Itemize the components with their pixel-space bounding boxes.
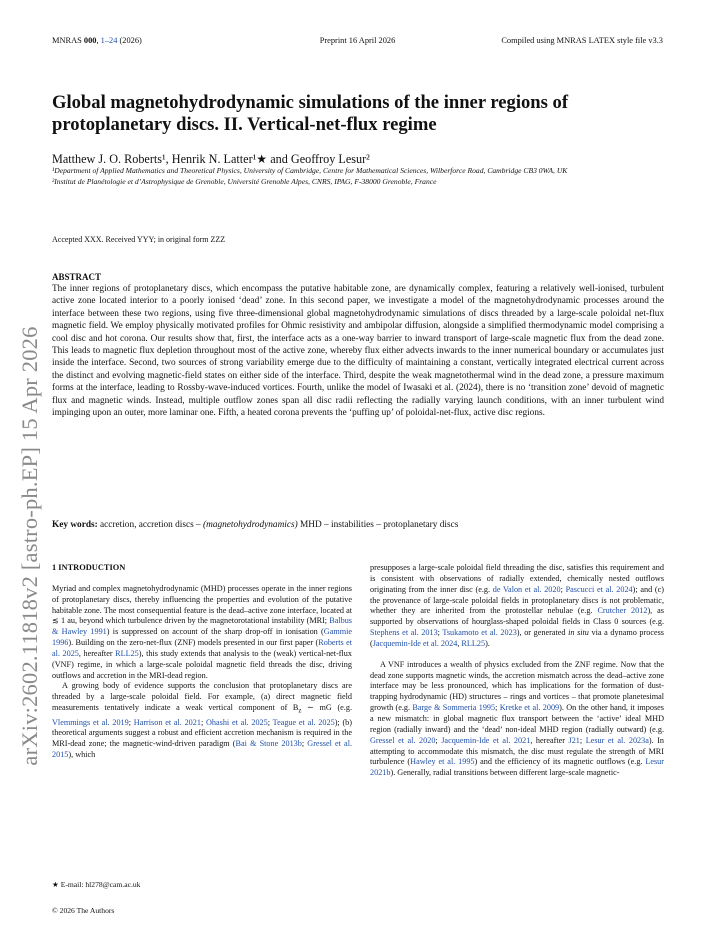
text: ) and the efficiency of its magnetic outflows (e.g. (474, 757, 646, 767)
text: ), this study extends that analysis to the (weak) vertical-net-flux (VNF) regime, in which a large-scale poloidal magnetic field threads the disc, driving outflows and accretion in the MRI-dead region. (52, 648, 352, 680)
abstract-text: The inner regions of protoplanetary discs, which encompass the putative habitable zone, are dynamically complex, featuring a relatively well-ionised, turbulent active zone located interior to a poorly ionised ‘dead’ zone. In this second paper, we investigate a model of the magnetohydrodynamic processes around the interface between these two regions, using five three-dimensional global magnetohydrodynamic simulations of discs threaded by a large-scale poloidal net-flux magnetic field. We employ physically motivated profiles for Ohmic resistivity and ambipolar diffusion, alongside a simplified thermodynamic model comprising a cool disc and hot corona. Our results show that, first, the interface acts as a one-way barrier to inward transport of large-scale magnetic flux from the dead zone. This leads to magnetic flux depletion throughout most of the active zone, whereby flux either advects inwards to the inner numerical boundary or accumulates just inside the interface. Second, two sources of strong variability emerge due to the difficulty of maintaining a constant, vertically integrated electrical current across the distinct and evolving magnetic-field states on either side of the interface. Third, despite the weak magnetothermal wind in the dead zone, a pressure maximum forms at the interface, leading to Rossby-wave-induced vortices. Fourth, unlike the model of Iwasaki et al. (2024), there is no ‘transition zone’ devoid of magnetic flux and magnetic winds. Instead, multiple outflow zones span all disc radii reflecting the radially varying launch conditions, with an inner turbulent wind impinging upon an outer, more laminar one. Fifth, a heated corona prevents the ‘puffing up’ of poloidal-net-flux, active disc regions. (52, 284, 664, 419)
citation-link[interactable]: Roberts et al. 2025 (52, 638, 352, 658)
citation-link[interactable]: Balbus & Hawley 1991 (52, 616, 352, 637)
citation-link[interactable]: Jacquemin-Ide et al. 2021 (441, 735, 531, 745)
citation-link[interactable]: Jacquemin-Ide et al. 2024 (372, 638, 458, 648)
text: ) is suppressed on account of the sharp drop-off in ionisation ( (106, 627, 324, 637)
citation-link[interactable]: Harrison et al. 2021 (133, 717, 201, 727)
text: ), or generated (516, 628, 569, 638)
text: ), which (68, 750, 96, 760)
copyright: © 2026 The Authors (52, 906, 115, 915)
affiliation-1: ¹Department of Applied Mathematics and Theoretical Physics, University of Cambridge, Centre for Mathematical Sciences, Wilberforce Road, Cambridge CB3 0WA, UK (52, 166, 568, 175)
text: ). Building on the zero-net-flux (ZNF) models presented in our first paper ( (68, 638, 319, 648)
citation-link[interactable]: Lesur et al. 2023a (585, 735, 649, 745)
citation-link[interactable]: Gressel et al. 2015 (52, 739, 353, 760)
compiled-note: Compiled using MNRAS LATEX style file v3.3 (501, 36, 663, 45)
citation-link[interactable]: Gressel et al. 2020 (370, 735, 436, 745)
citation-link[interactable]: Teague et al. 2025 (272, 717, 335, 727)
keywords-label: Key words: (52, 520, 98, 530)
citation-link[interactable]: Stephens et al. 2013 (370, 628, 438, 638)
text: ). In attempting to accommodate this mismatch, the disc must regulate the strength of MRI turbulence ( (370, 735, 665, 767)
arxiv-id: arXiv:2602.11818v2 [astro-ph.EP] 15 Apr 2026 (17, 326, 42, 766)
citation-link[interactable]: Hawley et al. 1995 (410, 757, 475, 767)
text: A growing body of evidence supports the conclusion that protoplanetary discs are threaded by a large-scale poloidal field. For example, (a) direct magnetic field measurements tentatively indicate a weak vertical component of B (52, 681, 352, 713)
text: ); and (c) the provenance of large-scale poloidal fields in protoplanetary discs is not problematic, whether they are inherited from the protostellar nebulae (e.g. (370, 584, 664, 616)
pages-link[interactable]: 1–24 (100, 36, 118, 45)
column-right (370, 563, 664, 779)
paragraph: A growing body of evidence supports the conclusion that protoplanetary discs are threaded by a large-scale poloidal field. For example, (a) direct magnetic field measurements tentatively indicate a weak vertical component of $B_z$ ∼ mG (e.g. Vlemmings et al. 2019; Harrison et al. 2021; Ohashi et al. 2025; Teague et al. 2025); (b) theoretical arguments suggest a robust and efficient accretion mechanism is required in the MRI-dead zone; the magnetic-wind-driven paradigm (Bai & Stone 2013b; Gressel et al. 2015), which (52, 681, 353, 760)
running-header (52, 36, 663, 48)
text: , hereafter (78, 648, 116, 658)
footnote-email: ★ E-mail: hl278@cam.ac.uk (52, 880, 141, 889)
keywords (52, 520, 664, 530)
citation-link[interactable]: Bai & Stone 2013b (235, 739, 302, 749)
citation-link[interactable]: de Valon et al. 2020 (492, 584, 561, 594)
text: ); (b) theoretical arguments suggest a robust and efficient accretion mechanism is required in the MRI-dead zone; the magnetic-wind-driven paradigm ( (52, 717, 352, 749)
text: presupposes a large-scale poloidal field threading the disc, satisfies this requirement and is consistent with observations of radially extended, chemically nested outflows originating from the inner disc (e.g. (370, 563, 664, 594)
text: ). Generally, radial transitions between different large-scale magnetic- (390, 768, 620, 778)
citation-link[interactable]: RLL25 (115, 648, 139, 658)
journal-name: MNRAS (52, 36, 84, 45)
paragraph: A VNF introduces a wealth of physics excluded from the ZNF regime. Now that the dead zone supports magnetic winds, the accretion mismatch across the dead–active zone interface may be less pronounced, which has implications for the formation of dust-trapping hydrodynamic (HD) structures – rings and vortices – that promote planetesimal growth (e.g. Barge & Sommeria 1995; Kretke et al. 2009). On the other hand, it imposes a new mismatch: in global magnetic flux transport between the ‘active’ ideal MHD region (radially inward) and the ‘dead’ non-ideal MHD region (radially outward) (e.g. Gressel et al. 2020; Jacquemin-Ide et al. 2021, hereafter J21; Lesur et al. 2023a). In attempting to accommodate this mismatch, the disc must regulate the strength of MRI turbulence (Hawley et al. 1995) and the efficiency of its magnetic outflows (e.g. Lesur 2021b). Generally, radial transitions between different large-scale magnetic- (370, 659, 665, 778)
text: via a dynamo process ( (370, 628, 664, 648)
author-list: Matthew J. O. Roberts¹, Henrik N. Latter¹★ and Geoffroy Lesur² (52, 152, 370, 166)
citation-link[interactable]: Tsukamoto et al. 2023 (442, 628, 517, 638)
text: , hereafter (530, 735, 569, 745)
keywords-part: MHD – instabilities – protoplanetary discs (297, 520, 459, 530)
paragraph (52, 584, 352, 682)
text: ). On the other hand, it imposes a new mismatch: in global magnetic flux transport between the ‘active’ ideal MHD region (radially inward) and the ‘dead’ non-ideal MHD region (radially outward) (e.g. (370, 703, 664, 734)
paper-title: Global magnetohydrodynamic simulations of the inner regions of protoplanetary discs. II. Vertical-net-flux regime (52, 92, 569, 135)
text: ∼ mG (e.g. (301, 703, 352, 713)
citation-link[interactable]: Barge & Sommeria 1995 (412, 703, 496, 713)
citation-link[interactable]: Ohashi et al. 2025 (206, 717, 268, 727)
text: ), as supported by observations of hourglass-shaped poloidal fields in Class 0 sources (e.g. (370, 606, 664, 627)
citation-link[interactable]: Lesur 2021b (370, 757, 665, 778)
text: ). (485, 638, 490, 648)
abstract-heading: ABSTRACT (52, 272, 102, 282)
citation-link[interactable]: J21 (568, 735, 580, 745)
text: Myriad and complex magnetohydrodynamic (MHD) processes operate in the inner regions of protoplanetary discs, thereby influencing the properties and evolution of the putative habitable zone. The most consequential feature is the dead–active zone interface, located at ≲ 1 au, beyond which turbulence driven by the magnetorotational instability (MRI; (52, 583, 352, 626)
keywords-part: accretion, accretion discs – (97, 520, 204, 530)
preprint-date: Preprint 16 April 2026 (319, 36, 396, 45)
affiliation-2: ²Institut de Planétologie et d’Astrophysique de Grenoble, Université Grenoble Alpes, CNRS, IPAG, F-38000 Grenoble, France (52, 176, 437, 186)
citation-link[interactable]: Pascucci et al. 2024 (565, 584, 633, 594)
year: (2026) (119, 36, 142, 45)
paragraph: presupposes a large-scale poloidal field threading the disc, satisfies this requirement and is consistent with observations of radially extended, chemically nested outflows originating from the inner disc (e.g. de Valon et al. 2020; Pascucci et al. 2024); and (c) the provenance of large-scale poloidal fields in protoplanetary discs is not problematic, whether they are inherited from the protostellar nebulae (e.g. Crutcher 2012), as supported by observations of hourglass-shaped poloidal fields in Class 0 sources (e.g. Stephens et al. 2013; Tsukamoto et al. 2023), or generated in situ via a dynamo process (Jacquemin-Ide et al. 2024, RLL25). (370, 563, 664, 648)
affiliations (52, 166, 612, 187)
citation-link[interactable]: RLL25 (461, 638, 486, 648)
volume: 000 (83, 36, 97, 45)
section-heading: 1 INTRODUCTION (52, 563, 126, 572)
arxiv-sidebar (8, 236, 52, 856)
subscript: z (298, 707, 302, 715)
column-left (52, 563, 352, 761)
citation-link[interactable]: Gammie 1996 (52, 627, 352, 648)
text: in situ (568, 628, 589, 638)
citation-link[interactable]: Kretke et al. 2009 (499, 703, 560, 713)
accepted-note: Accepted XXX. Received YYY; in original form ZZZ (52, 235, 226, 244)
citation-link[interactable]: Crutcher 2012 (597, 606, 648, 616)
journal-citation: MNRAS 000, 1–24 (2026) (52, 36, 142, 45)
text: A VNF introduces a wealth of physics excluded from the ZNF regime. Now that the dead zone supports magnetic winds, the accretion mismatch across the dead–active zone interface may be less pronounced, which has implications for the formation of dust-trapping hydrodynamic (HD) structures – rings and vortices – that promote planetesimal growth (e.g. (370, 659, 664, 713)
citation-link[interactable]: Vlemmings et al. 2019 (52, 717, 129, 727)
keywords-part: (magnetohydrodynamics) (203, 520, 298, 530)
